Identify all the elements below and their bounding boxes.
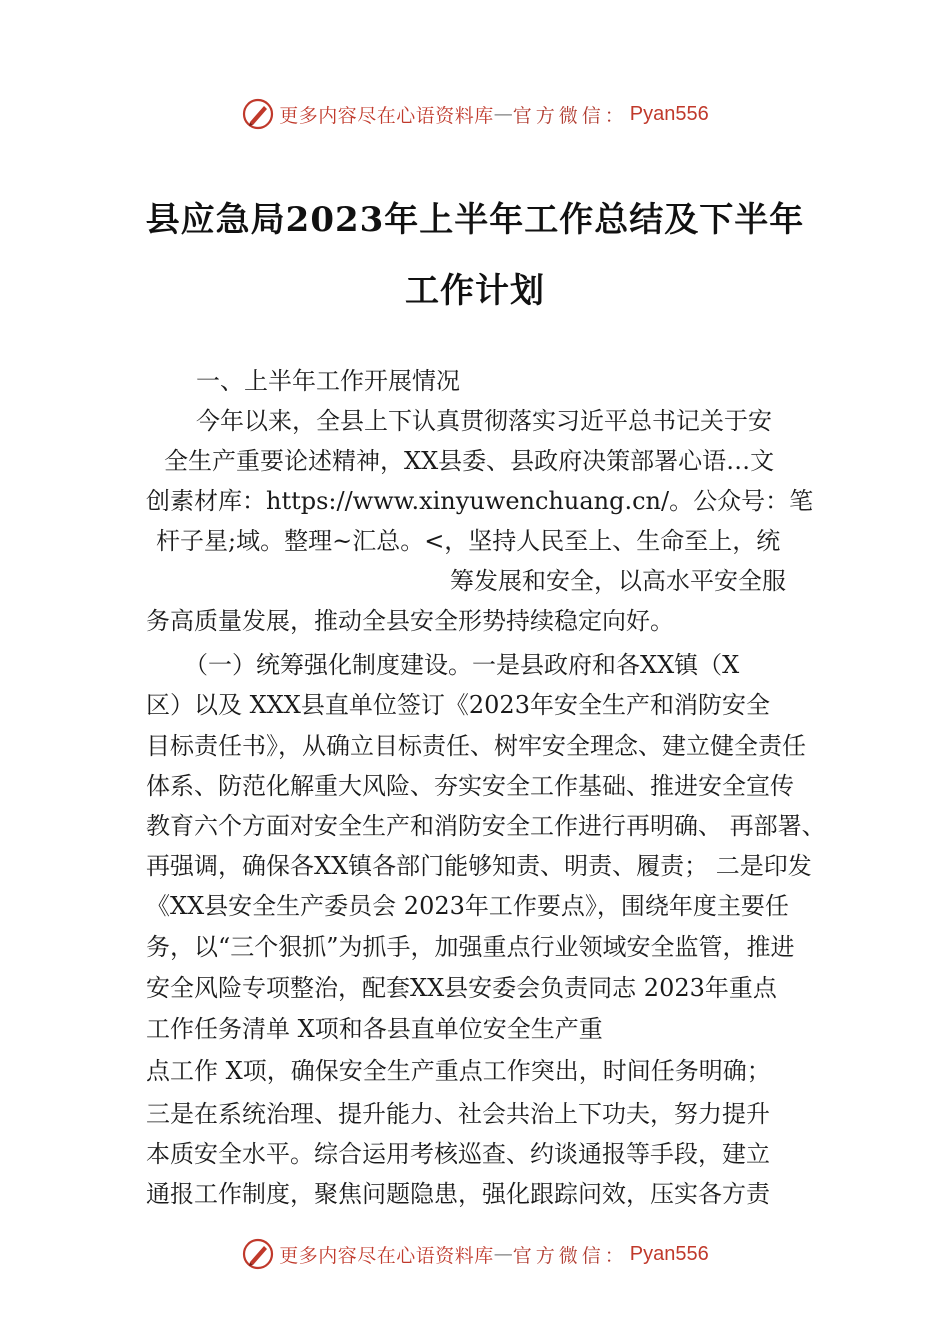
body-line: 再强调，确保各XX镇各部门能够知责、明责、履责； 二是印发 <box>146 852 812 880</box>
body-line: 本质安全水平。综合运用考核巡查、约谈通报等手段，建立 <box>146 1140 770 1168</box>
pen-logo-icon <box>241 1237 275 1271</box>
body-line: 教育六个方面对安全生产和消防安全工作进行再明确、 再部署、 <box>146 812 826 840</box>
body-line: 目标责任书》，从确立目标责任、树牢安全理念、建立健全责任 <box>146 732 806 760</box>
body-line: 点工作 X项，确保安全生产重点工作突出，时间任务明确； <box>146 1057 771 1085</box>
pen-logo-icon <box>241 97 275 131</box>
banner-wechat-id: Pyan556 <box>629 1242 709 1265</box>
banner-separator: — <box>493 1243 513 1265</box>
footer-watermark-banner <box>0 1234 950 1274</box>
document-title-line-2: 工作计划 <box>405 271 545 311</box>
section-heading: 一、上半年工作开展情况 <box>196 367 460 395</box>
body-line: 全生产重要论述精神，XX县委、县政府决策部署心语…文 <box>164 447 775 475</box>
banner-wechat-label: 官方微信： <box>512 1244 628 1267</box>
banner-text: 更多内容尽在心语资料库 <box>279 104 494 127</box>
body-line: 创素材库：https://www.xinyuwenchuang.cn/。公众号：笔 <box>146 487 814 515</box>
document-title-line-1: 县应急局2023年上半年工作总结及下半年 <box>145 200 805 240</box>
body-line: 务高质量发展，推动全县安全形势持续稳定向好。 <box>146 607 674 635</box>
body-line: 安全风险专项整治，配套XX县安委会负责同志 2023年重点 <box>146 974 777 1002</box>
body-line: 三是在系统治理、提升能力、社会共治上下功夫，努力提升 <box>146 1100 770 1128</box>
body-line: 杆子星;域。整理~汇总。<，坚持人民至上、生命至上，统 <box>156 527 781 555</box>
banner-wechat-label: 官方微信： <box>512 104 628 127</box>
body-line: 务，以“三个狠抓”为抓手，加强重点行业领域安全监管，推进 <box>146 933 795 961</box>
body-line: 《XX县安全生产委员会 2023年工作要点》，围绕年度主要任 <box>146 892 789 920</box>
body-line: 区）以及 XXX县直单位签订《2023年安全生产和消防安全 <box>146 691 770 719</box>
body-line: 体系、防范化解重大风险、夯实安全工作基础、推进安全宣传 <box>146 772 794 800</box>
body-line: 工作任务清单 X项和各县直单位安全生产重 <box>146 1015 603 1043</box>
body-line: 筹发展和安全，以高水平安全服 <box>450 567 786 595</box>
body-line: 今年以来，全县上下认真贯彻落实习近平总书记关于安 <box>196 407 772 435</box>
header-watermark-banner <box>0 94 950 134</box>
banner-text: 更多内容尽在心语资料库 <box>279 1244 494 1267</box>
subsection-heading: （一）统筹强化制度建设。一是县政府和各XX镇（X <box>184 651 740 679</box>
banner-separator: — <box>493 103 513 125</box>
body-line: 通报工作制度，聚焦问题隐患，强化跟踪问效，压实各方责 <box>146 1180 770 1208</box>
banner-wechat-id: Pyan556 <box>629 102 709 125</box>
